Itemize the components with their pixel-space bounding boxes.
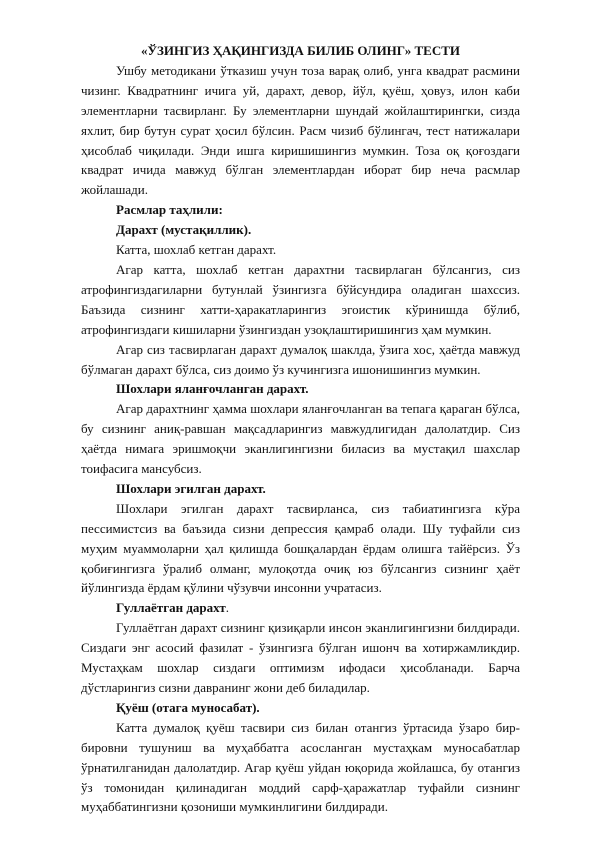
paragraph-bare-branches: Агар дарахтнинг ҳамма шохлари яланғочланган ва тепага қараган бўлса, бу сизнинг аниқ-равшан мақсадларингиз мавжудлигидан далолатдир. Сиз ҳаётда нимага эришмоқчи эканлигингизни биласиз ва мустақил шахслар тоифасига мансубсиз. <box>81 401 520 477</box>
flowering-tree-heading-dot: . <box>225 600 229 616</box>
section-heading-bent-branches: Шохлари эгилган дарахт. <box>116 480 266 496</box>
section-heading-flowering-tree <box>81 598 520 618</box>
paragraph-sun: Катта думалоқ қуёш тасвири сиз билан отангиз ўртасида ўзаро бир-бировни тушуниш ва муҳаббатга асосланган мустаҳкам муносабатлар ўрнатилганидан далолатдир. Агар қуёш уйдан юқорида жойлашса, бу отангиз ўз томонидан қилинадиган моддий сарф-ҳаражатлар туфайли сизнинг муҳаббатингизни қозониши мумкинлигини билдиради. <box>81 719 520 815</box>
section-heading-analysis: Расмлар таҳлили: <box>116 202 223 218</box>
intro-paragraph: Ушбу методикани ўтказиш учун тоза варақ олиб, унга квадрат расмини чизинг. Квадратнинг ичига уй, дарахт, девор, йўл, қуёш, ҳовуз, илон каби элементларни тасвирланг. Бу элементларни шундай жойлаштирингки, сизда яхлит, бир бутун сурат ҳосил бўлсин. Расм чизиб бўлингач, тест натижалари ҳисоблаб чиқилади. Энди ишга киришишингиз мумкин. Тоза оқ қоғоздаги квадрат ичида мавжуд бўлган элементлардан иборат бир неча расмлар жойлашади. <box>81 62 520 198</box>
page-title: «ЎЗИНГИЗ ҲАҚИНГИЗДА БИЛИБ ОЛИНГ» ТЕСТИ <box>140 43 460 58</box>
section-heading-bare-branches: Шохлари яланғочланган дарахт. <box>116 381 309 397</box>
paragraph-flowering-tree: Гуллаётган дарахт сизнинг қизиқарли инсон эканлигингизни билдиради. Сиздаги энг асосий фазилат - ўзингизга бўлган ишонч ва хотиржамликдир. Мустаҳкам шохлар сиздаги оптимизм ифодаси ҳисобланади. Барча дўстларингиз сизни давранинг жони деб биладилар. <box>81 620 520 695</box>
paragraph-big-tree-meaning: Агар катта, шохлаб кетган дарахтни тасвирлаган бўлсангиз, сиз атрофингиздагиларни бутунлай ўзингизга бўйсундира оладиган шахссиз. Баъзида сизнинг хатти-ҳаракатларингиз эгоистик кўринишда бўлиб, атрофингиздаги кишиларни ўзингиздан узоқлаштиришингиз ҳам мумкин. <box>81 261 520 337</box>
paragraph-bent-branches: Шохлари эгилган дарахт тасвирланса, сиз табиатингизга кўра пессимистсиз ва баъзида сизни депрессия қамраб олади. Шу туфайли сиз муҳим муаммоларни ҳал қилишда бошқалардан ёрдам олишга тайёрсиз. Ўз қобиғингизга ўралиб олманг, мулоқотда очиқ юз бўлсангиз сизнинг ҳаёт йўлингизда ёрдам қўлини чўзувчи инсонни учратасиз. <box>81 500 520 596</box>
section-heading-tree: Дарахт (мустақиллик). <box>116 222 252 238</box>
document-page <box>81 41 520 817</box>
paragraph-big-tree: Катта, шохлаб кетган дарахт. <box>116 242 277 258</box>
paragraph-round-tree: Агар сиз тасвирлаган дарахт думалоқ шаклда, ўзига хос, ҳаётда мавжуд бўлмаган дарахт бўлса, сиз доимо ўз кучингизга ишонишингиз мумкин. <box>81 341 520 377</box>
flowering-tree-heading-text: Гуллаётган дарахт <box>116 600 226 616</box>
section-heading-sun: Қуёш (отага муносабат). <box>116 699 260 715</box>
